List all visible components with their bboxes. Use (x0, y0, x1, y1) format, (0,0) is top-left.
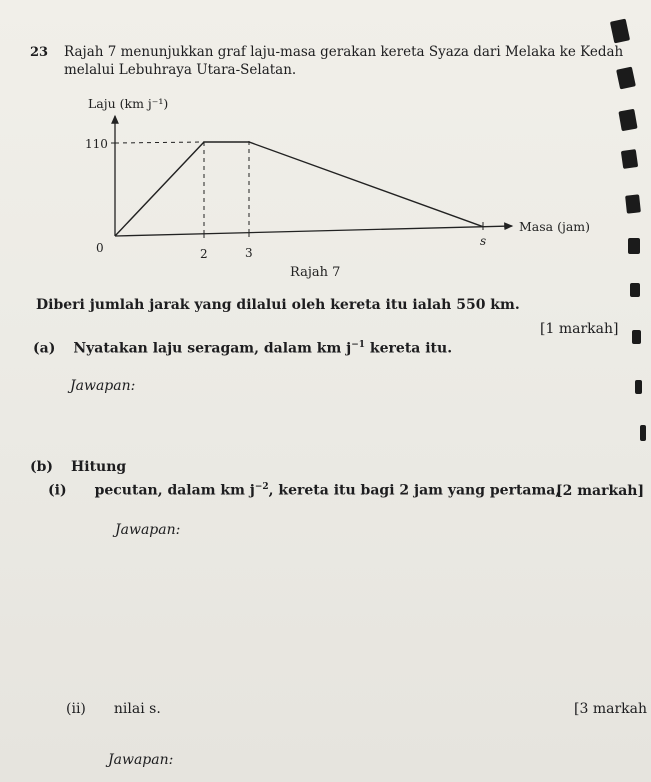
part-b-text: Hitung (71, 459, 127, 475)
part-b-i-text-after: , kereta itu bagi 2 jam yang pertama, (268, 482, 561, 499)
x-tick-3: 3 (245, 246, 253, 260)
part-b-i-answer-label: Jawapan: (115, 522, 181, 538)
x-axis (115, 226, 512, 236)
part-b-ii-marks: [3 markah (574, 701, 647, 717)
part-b-ii-label: (ii) (66, 701, 86, 717)
part-a-answer-label: Jawapan: (70, 378, 136, 394)
part-b-i-text-before: pecutan, dalam km j (94, 482, 255, 499)
x-tick-2: 2 (200, 247, 208, 261)
part-b-i-marks: [2 markah] (556, 483, 645, 499)
part-a-text-before: Nyatakan laju seragam, dalam km j (73, 340, 352, 357)
binder-hole (632, 330, 641, 344)
part-a-label: (a) (33, 340, 56, 357)
y-110-guide (115, 142, 204, 143)
series-line (115, 142, 483, 236)
binder-hole (628, 238, 640, 254)
x-axis-label: Masa (jam) (519, 219, 591, 234)
question-stem-line-1: Rajah 7 menunjukkan graf laju-masa gerakan kereta Syaza dari Melaka ke Kedah (64, 44, 624, 60)
question-stem-line-2: melalui Lebuhraya Utara-Selatan. (64, 62, 297, 78)
part-b-i-label: (i) (48, 482, 67, 499)
part-a-question (33, 340, 452, 357)
binder-hole (630, 283, 640, 297)
figure-caption: Rajah 7 (290, 265, 341, 280)
part-b-ii-text: nilai s. (113, 701, 161, 717)
binder-hole (625, 194, 641, 213)
part-b-ii-answer-label: Jawapan: (108, 752, 174, 768)
part-b-i-question (48, 482, 560, 499)
question-number: 23 (30, 45, 49, 60)
binder-hole (618, 109, 637, 131)
part-a-text-after: kereta itu. (365, 340, 453, 357)
part-b-i-exponent: −2 (254, 482, 269, 492)
y-axis-label: Laju (km j⁻¹) (88, 96, 169, 111)
part-b-heading (30, 459, 126, 475)
y-tick-110: 110 (85, 137, 108, 151)
binder-hole (635, 380, 642, 394)
given-statement: Diberi jumlah jarak yang dilalui oleh kereta itu ialah 550 km. (36, 297, 520, 313)
part-b-label: (b) (30, 459, 54, 475)
binder-hole (621, 149, 638, 169)
part-a-exponent: −1 (351, 340, 366, 350)
binder-hole (640, 425, 646, 441)
x-tick-0: 0 (96, 241, 104, 255)
part-a-marks: [1 markah] (540, 321, 619, 337)
part-b-ii-question (66, 701, 161, 717)
x-tick-s: s (480, 234, 487, 248)
